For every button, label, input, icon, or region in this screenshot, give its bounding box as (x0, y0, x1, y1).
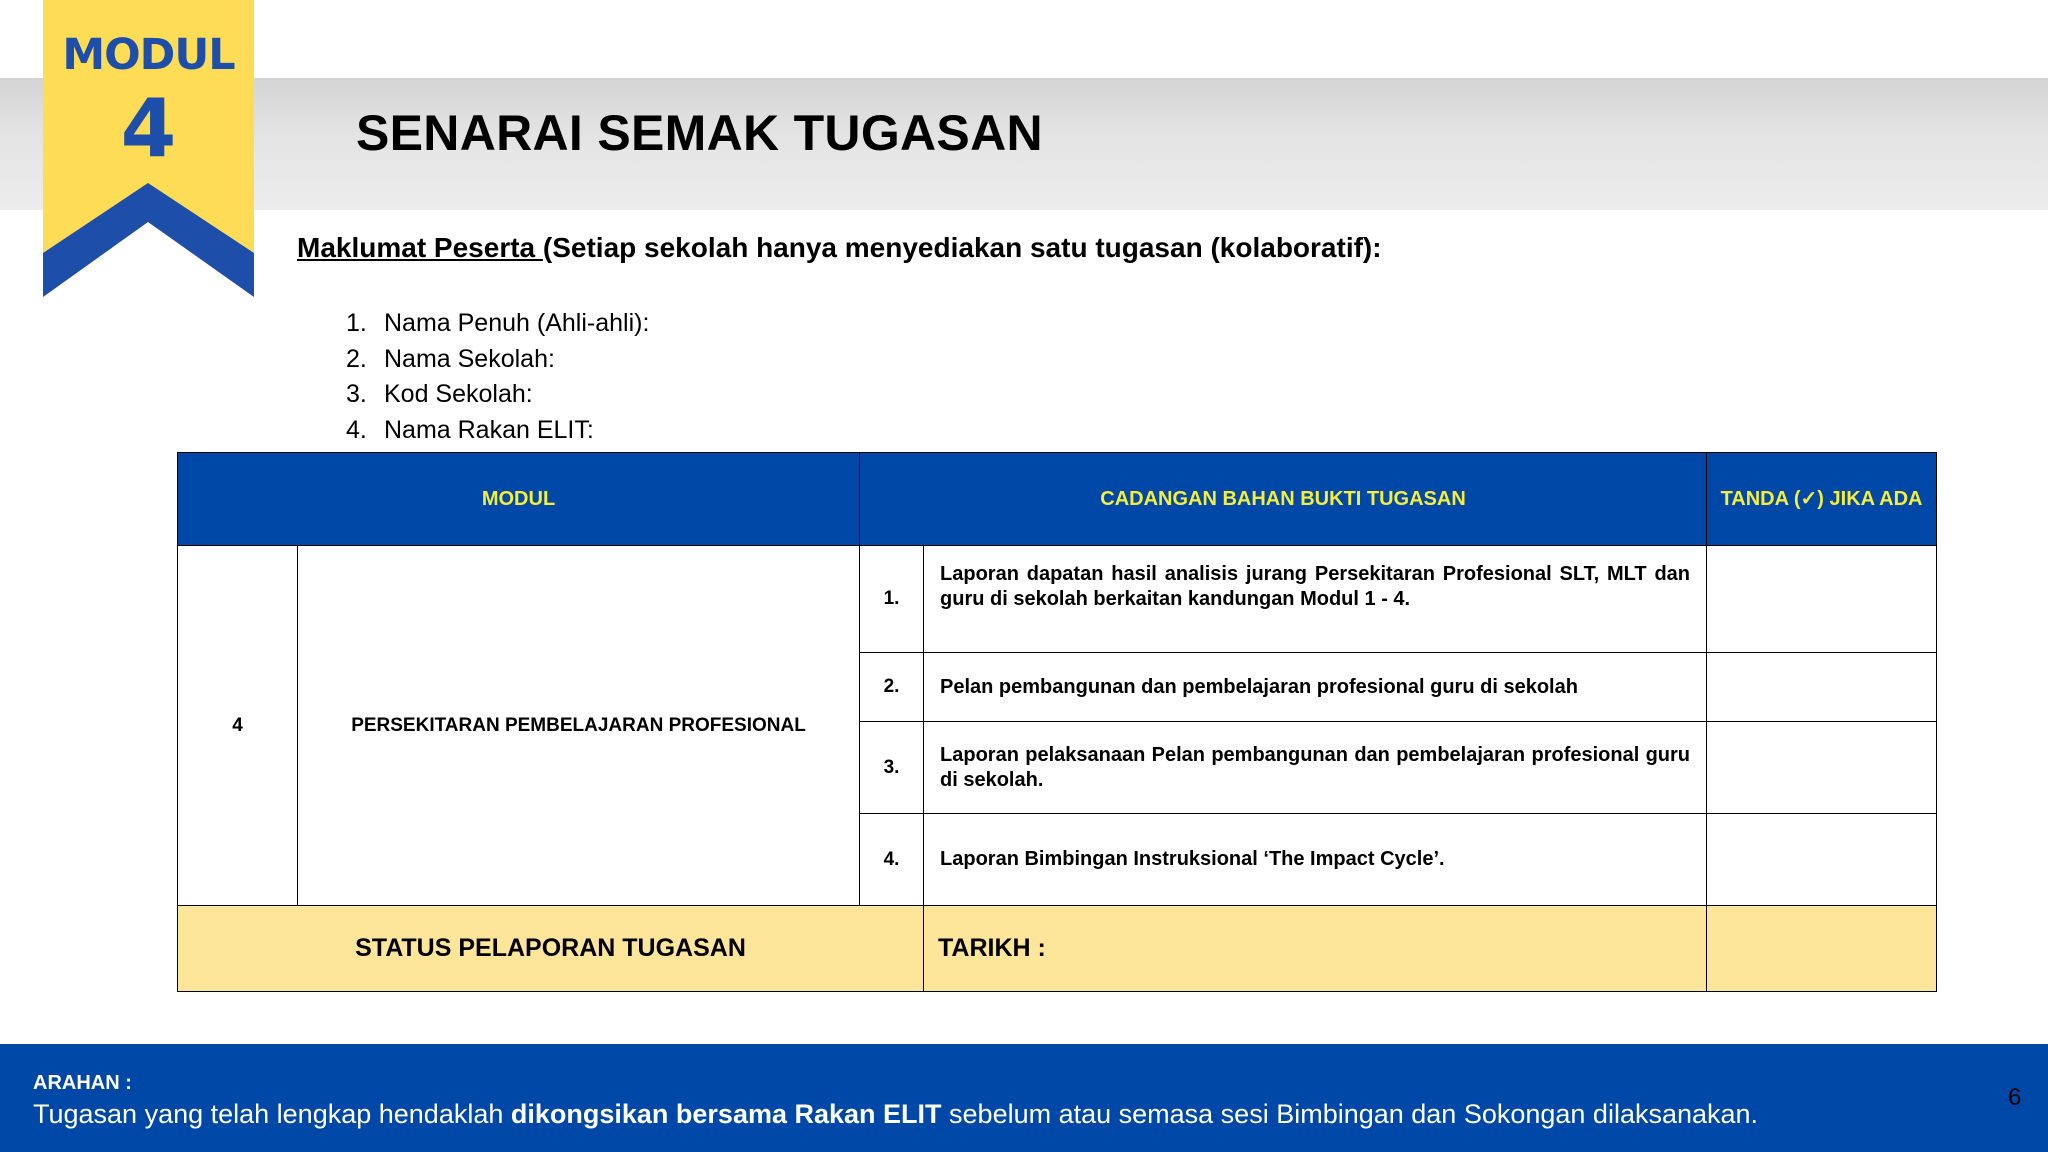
footer-text (33, 1099, 1758, 1130)
participant-info-list (346, 306, 649, 448)
list-item (346, 413, 649, 449)
check-cell[interactable] (1707, 814, 1937, 906)
date-label: TARIKH : (924, 906, 1707, 992)
participant-info-heading (297, 232, 1382, 264)
module-name-cell: PERSEKITARAN PEMBELAJARAN PROFESIONAL (298, 546, 860, 906)
check-cell[interactable] (1707, 722, 1937, 814)
header-tanda: TANDA (✓) JIKA ADA (1707, 453, 1937, 546)
header-cadangan: CADANGAN BAHAN BUKTI TUGASAN (860, 453, 1707, 546)
table-row (178, 546, 1937, 653)
list-item-number: 3. (346, 380, 367, 408)
item-number: 2. (860, 653, 924, 722)
item-text: Laporan dapatan hasil analisis jurang Persekitaran Profesional SLT, MLT dan guru di sekolah berkaitan kandungan Modul 1 - 4. (924, 546, 1707, 653)
list-item-label: Nama Penuh (Ahli-ahli): (384, 309, 650, 337)
check-cell[interactable] (1707, 546, 1937, 653)
list-item-label: Nama Rakan ELIT: (384, 415, 594, 444)
header-modul: MODUL (178, 453, 860, 546)
item-number: 4. (860, 814, 924, 906)
participant-info-heading-rest: (Setiap sekolah hanya menyediakan satu tugasan (kolaboratif): (542, 232, 1382, 263)
status-check-cell[interactable] (1707, 906, 1937, 992)
check-cell[interactable] (1707, 653, 1937, 722)
list-item (346, 342, 649, 378)
item-number: 3. (860, 722, 924, 814)
page-number: 6 (2008, 1084, 2022, 1111)
task-checklist-table (177, 452, 1937, 992)
item-text: Pelan pembangunan dan pembelajaran profesional guru di sekolah (924, 653, 1707, 722)
footer-text-bold: dikongsikan bersama Rakan ELIT (510, 1099, 942, 1129)
table-header-row (178, 453, 1937, 546)
module-badge (43, 0, 254, 320)
item-number: 1. (860, 546, 924, 653)
participant-info-heading-underlined: Maklumat Peserta (297, 232, 543, 263)
item-text: Laporan Bimbingan Instruksional ‘The Impact Cycle’. (924, 814, 1707, 906)
list-item-number: 2. (346, 344, 367, 373)
footer-text-after: sebelum atau semasa sesi Bimbingan dan Sokongan dilaksanakan. (941, 1099, 1759, 1129)
page-title: SENARAI SEMAK TUGASAN (356, 105, 1043, 161)
badge-label: MODUL (62, 30, 235, 80)
badge-number: 4 (120, 82, 177, 175)
status-label: STATUS PELAPORAN TUGASAN (178, 906, 924, 992)
instruction-footer (0, 1044, 2048, 1152)
footer-text-before: Tugasan yang telah lengkap hendaklah (33, 1099, 511, 1129)
list-item (346, 377, 649, 413)
module-number-cell: 4 (178, 546, 298, 906)
list-item-number: 4. (346, 415, 367, 444)
list-item (346, 306, 649, 342)
item-text: Laporan pelaksanaan Pelan pembangunan dan pembelajaran profesional guru di sekolah. (924, 722, 1707, 814)
list-item-label: Kod Sekolah: (384, 380, 533, 408)
list-item-number: 1. (346, 309, 367, 337)
footer-label: ARAHAN : (33, 1072, 132, 1094)
list-item-label: Nama Sekolah: (384, 344, 555, 373)
status-row (178, 906, 1937, 992)
